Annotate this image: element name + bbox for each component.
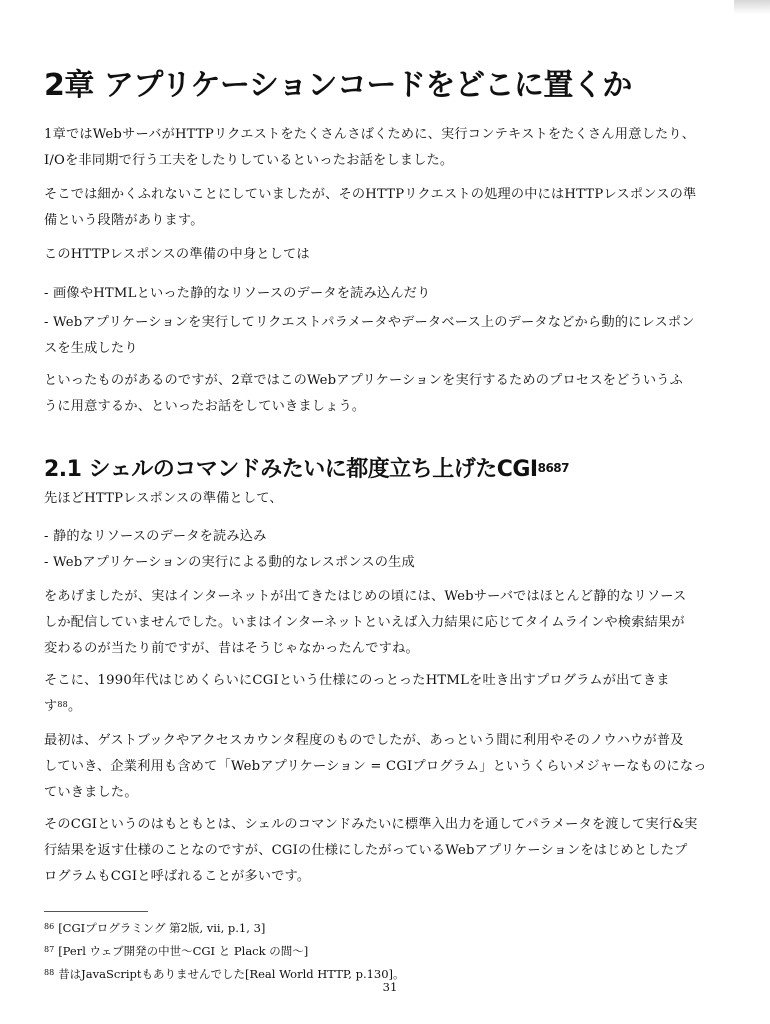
section-footnote-refs: 8687	[537, 461, 569, 476]
intro-list-item-2	[44, 310, 734, 362]
footnote-86	[44, 918, 734, 938]
footnote-text: 昔はJavaScriptもありませんでした[Real World HTTP, p.130]。	[58, 967, 405, 981]
text-line: スを生成したり	[44, 341, 138, 356]
page-number: 31	[382, 980, 398, 994]
footnote-number: 87	[44, 945, 55, 954]
section-list	[44, 524, 734, 576]
text-line: うに用意するか、といったお話をしていきましょう。	[44, 399, 366, 414]
text-line: 行結果を返す仕様のことなのですが、CGIの仕様にしたがっているWebアプリケーションをはじめとしたプ	[44, 843, 688, 858]
text-line: 変わるのが当たり前ですが、昔はそうじゃなかったんですね。	[44, 641, 419, 656]
section-title	[44, 454, 744, 486]
footnote-number: 88	[44, 968, 55, 977]
text-line: していき、企業利用も含めて「Webアプリケーション = CGIプログラム」というくらいメジャーなものになっ	[44, 759, 707, 774]
section-paragraph-1	[44, 486, 734, 512]
intro-paragraph-2	[44, 182, 734, 234]
text-line: I/Oを非同期で行う工夫をしたりしているといったお話をしました。	[44, 153, 454, 168]
text-line: 最初は、ゲストブックやアクセスカウンタ程度のものでしたが、あっという間に利用やそのノウハウが普及	[44, 733, 684, 748]
section-paragraph-5	[44, 812, 734, 890]
text-line: ていきました。	[44, 785, 138, 800]
chapter-title: 2章 アプリケーションコードをどこに置くか	[44, 68, 632, 104]
section-title-text: 2.1 シェルのコマンドみたいに都度立ち上げたCGI	[44, 457, 538, 483]
text-line: - Webアプリケーションを実行してリクエストパラメータやデータベース上のデータなどから動的にレスポン	[44, 315, 695, 330]
text-fragment: 。	[67, 699, 82, 714]
text-line: といったものがあるのですが、2章ではこのWebアプリケーションを実行するためのプロセスをどういうふ	[44, 373, 684, 388]
text-line: しか配信していませんでした。いまはインターネットといえば入力結果に応じてタイムラインや検索結果が	[44, 615, 685, 630]
footnote-87	[44, 941, 734, 961]
intro-list-item-1	[44, 281, 734, 307]
section-paragraph-3	[44, 668, 734, 720]
intro-paragraph-3	[44, 242, 734, 268]
intro-paragraph-6	[44, 368, 734, 420]
section-paragraph-2	[44, 584, 734, 662]
text-line: このHTTPレスポンスの準備の中身としては	[44, 247, 310, 262]
text-line: - 画像やHTMLといった静的なリソースのデータを読み込んだり	[44, 286, 431, 301]
footnote-ref-88: 88	[57, 700, 68, 709]
text-line	[44, 694, 734, 720]
section-paragraph-4	[44, 728, 734, 806]
footnote-number: 86	[44, 922, 55, 931]
text-line: をあげましたが、実はインターネットが出てきたはじめの頃には、Webサーバではほとんど静的なリソース	[44, 589, 687, 604]
footnote-text: [Perl ウェブ開発の中世〜CGI と Plack の間〜]	[58, 944, 309, 958]
text-line: 先ほどHTTPレスポンスの準備として、	[44, 491, 283, 506]
text-line: そこに、1990年代はじめくらいにCGIという仕様にのっとったHTMLを吐き出すプログラムが出てきま	[44, 673, 670, 688]
text-line: そこでは細かくふれないことにしていましたが、そのHTTPリクエストの処理の中にはHTTPレスポンスの準	[44, 187, 697, 202]
text-line: ログラムもCGIと呼ばれることが多いです。	[44, 869, 311, 884]
text-fragment: す	[44, 699, 58, 714]
text-line: 1章ではWebサーバがHTTPリクエストをたくさんさばくために、実行コンテキストをたくさん用意したり、	[44, 127, 696, 142]
footnote-text: [CGIプログラミング 第2版, vii, p.1, 3]	[58, 921, 266, 935]
text-line: 備という段階があります。	[44, 213, 204, 228]
list-item: - 静的なリソースのデータを読み込み	[44, 529, 267, 544]
intro-paragraph-1	[44, 122, 734, 174]
text-line: そのCGIというのはもともとは、シェルのコマンドみたいに標準入出力を通してパラメータを渡して実行&実	[44, 817, 698, 832]
page-corner-shadow	[734, 0, 770, 14]
list-item: - Webアプリケーションの実行による動的なレスポンスの生成	[44, 555, 415, 570]
footnote-divider	[44, 911, 148, 912]
